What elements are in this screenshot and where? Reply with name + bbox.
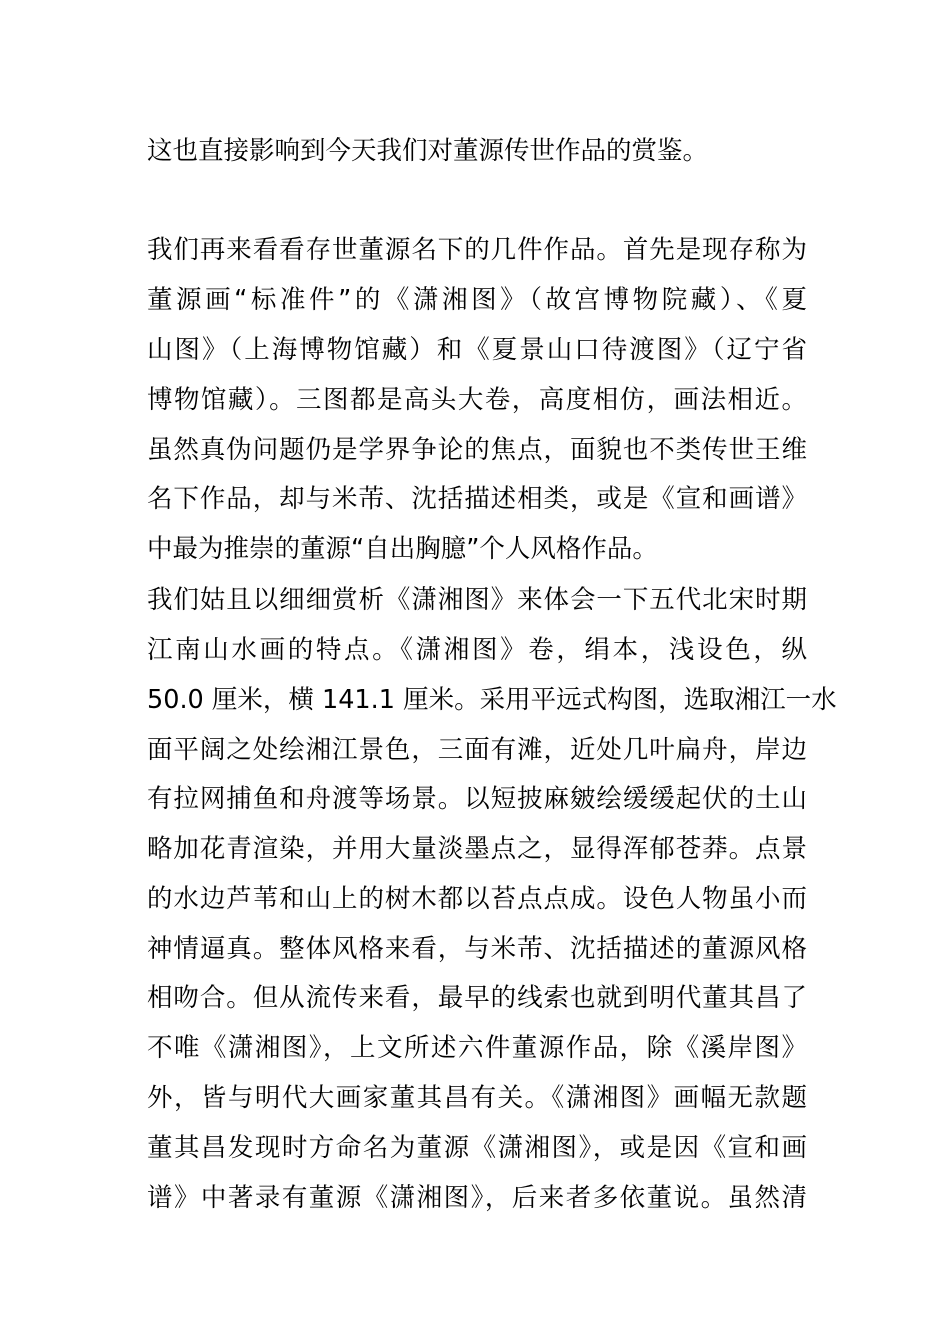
text-line: 外，皆与明代大画家董其昌有关。《潇湘图》画幅无款题 bbox=[147, 1083, 807, 1113]
text-line: 董源画“标准件”的《潇湘图》（故宫博物院藏）、《夏 bbox=[147, 285, 807, 315]
text-line: 神情逼真。整体风格来看，与米芾、沈括描述的董源风格 bbox=[147, 934, 807, 964]
text-line: 不唯《潇湘图》，上文所述六件董源作品，除《溪岸图》 bbox=[147, 1033, 807, 1063]
text-line: 这也直接影响到今天我们对董源传世作品的赏鉴。 bbox=[147, 136, 709, 166]
text-line: 面平阔之处绘湘江景色，三面有滩，近处几叶扁舟，岸边 bbox=[147, 735, 807, 765]
text-line: 中最为推崇的董源“自出胸臆”个人风格作品。 bbox=[147, 534, 658, 564]
text-line: 的水边芦苇和山上的树木都以苔点点成。设色人物虽小而 bbox=[147, 884, 807, 914]
text-line: 我们再来看看存世董源名下的几件作品。首先是现存称为 bbox=[147, 235, 807, 265]
text-line: 我们姑且以细细赏析《潇湘图》来体会一下五代北宋时期 bbox=[147, 585, 807, 615]
text-line: 名下作品，却与米芾、沈括描述相类，或是《宣和画谱》 bbox=[147, 484, 807, 514]
text-line: 博物馆藏）。三图都是高头大卷，高度相仿，画法相近。 bbox=[147, 385, 807, 415]
text-line: 50.0 厘米，横 141.1 厘米。采用平远式构图，选取湘江一水 bbox=[147, 685, 837, 715]
text-line: 谱》中著录有董源《潇湘图》，后来者多依董说。虽然清 bbox=[147, 1183, 807, 1213]
text-line: 虽然真伪问题仍是学界争论的焦点，面貌也不类传世王维 bbox=[147, 435, 807, 465]
text-line: 略加花青渲染，并用大量淡墨点之，显得浑郁苍莽。点景 bbox=[147, 834, 807, 864]
text-line: 山图》（上海博物馆藏）和《夏景山口待渡图》（辽宁省 bbox=[147, 335, 807, 365]
text-line: 有拉网捕鱼和舟渡等场景。以短披麻皴绘缓缓起伏的土山 bbox=[147, 784, 807, 814]
text-line: 相吻合。但从流传来看，最早的线索也就到明代董其昌了 bbox=[147, 983, 807, 1013]
text-line: 江南山水画的特点。《潇湘图》卷，绢本，浅设色，纵 bbox=[147, 635, 807, 665]
text-line: 董其昌发现时方命名为董源《潇湘图》，或是因《宣和画 bbox=[147, 1133, 807, 1163]
